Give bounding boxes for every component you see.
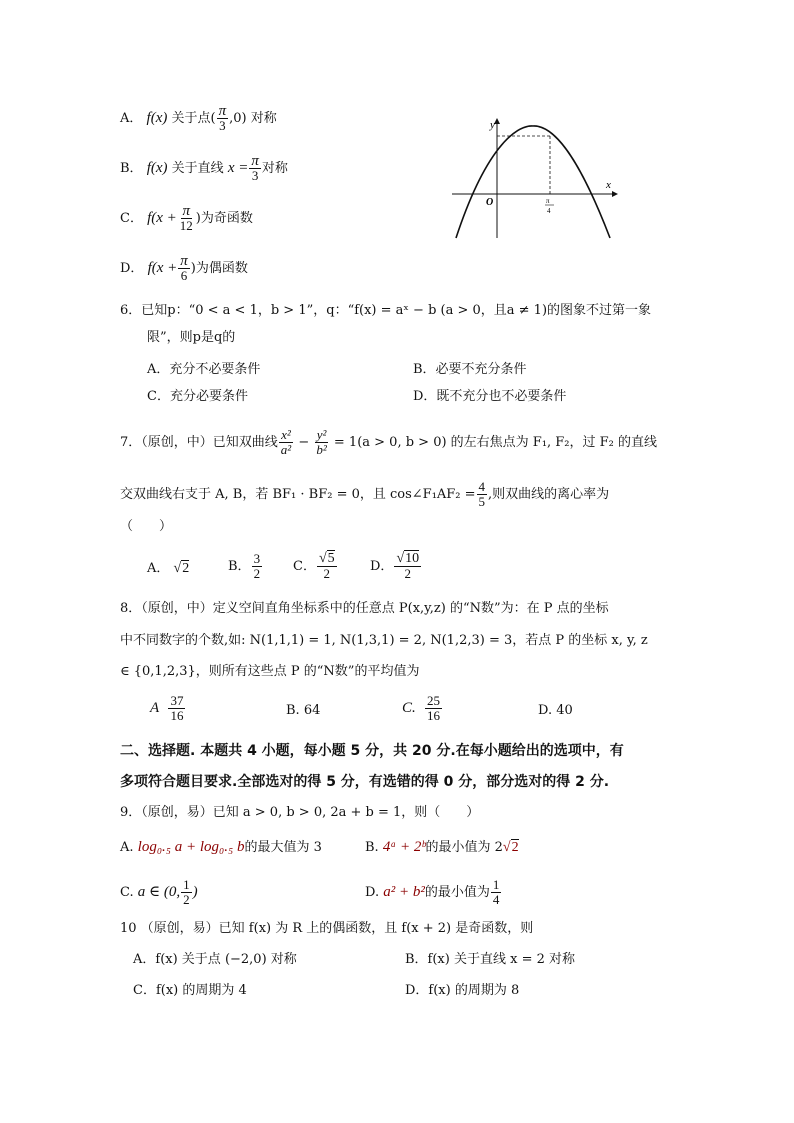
q8-option-c <box>402 694 443 723</box>
q7-option-b <box>228 552 263 581</box>
y-label: y <box>490 119 495 131</box>
q5-d-fraction: $\frac{\pi}{6}$ <box>180 253 188 283</box>
q5-c-text2: )为奇函数 <box>195 211 253 226</box>
q9-a-text: 的最大值为 3 <box>244 840 322 855</box>
q9-option-b <box>365 838 519 857</box>
q6-option-c: C．充分必要条件 <box>147 389 248 404</box>
q7-option-c <box>293 552 338 581</box>
q7-option-a <box>147 560 189 578</box>
q9-c-math: a ∈ (0, <box>137 884 181 900</box>
q5-b-text2: 对称 <box>261 161 288 176</box>
q8-option-a <box>150 694 186 723</box>
q5-a-text2: ,0) 对称 <box>229 111 277 126</box>
q5-d-text2: )为偶函数 <box>190 261 248 276</box>
sine-graph <box>450 110 620 240</box>
q5-d-label: D． <box>120 261 144 276</box>
q5-option-c <box>120 204 253 233</box>
origin-label: O <box>486 197 494 208</box>
q7-a-sqrt: √2 <box>173 561 190 576</box>
q8-c-label: C. <box>402 700 416 716</box>
q5-b-label: B． <box>120 161 143 176</box>
q7-paren: （ ） <box>120 519 173 534</box>
q6-option-d: D．既不充分也不必要条件 <box>413 389 567 404</box>
q9-b-math: 4ᵃ + 2ᵇ <box>382 839 426 855</box>
q8-option-d: D. 40 <box>538 703 573 718</box>
q9-option-c <box>120 878 198 907</box>
q8-c-fraction: $\frac{25}{16}$ <box>427 693 441 723</box>
q5-c-math: f(x + <box>147 210 177 226</box>
q6-option-a: A．充分不必要条件 <box>147 362 261 377</box>
q5-option-d <box>120 254 248 283</box>
q5-option-a <box>120 104 277 133</box>
q7-minus: − <box>294 435 314 450</box>
q7-c-label: C． <box>293 559 316 574</box>
q5-c-fraction: $\frac{\pi}{12}$ <box>179 203 193 233</box>
q9-b-sqrt: √2 <box>502 840 519 855</box>
q9-c-label: C. <box>120 885 134 900</box>
q8-a-fraction: $\frac{37}{16}$ <box>170 693 184 723</box>
q9-stem: 9．（原创，易）已知 a > 0, b > 0, 2a + b = 1，则（ ） <box>120 805 480 820</box>
q9-c-fraction: $\frac{1}{2}$ <box>183 877 190 907</box>
x-label: x <box>606 179 611 191</box>
tick-four: 4 <box>547 207 551 215</box>
q7-stem-rest: = 1(a > 0, b > 0) 的左右焦点为 F₁, F₂，过 F₂ 的直线 <box>329 435 658 450</box>
q9-c-close: ) <box>192 884 198 900</box>
q7-option-d <box>370 552 422 581</box>
q8-a-label: A <box>150 700 160 716</box>
q9-option-d <box>365 878 502 907</box>
q5-a-math: f(x) <box>146 110 168 126</box>
q7-a-label: A． <box>147 561 170 576</box>
q5-d-math: f(x + <box>147 260 178 276</box>
q10-option-b: B．f(x) 关于直线 x = 2 对称 <box>405 952 575 967</box>
y-axis-arrow <box>494 118 500 124</box>
q8-line3: ∈ {0,1,2,3}，则所有这些点 P 的“N数”的平均值为 <box>120 664 420 679</box>
q7-d-fraction: $\frac{√10}{2}$ <box>396 551 420 581</box>
q7-d-label: D． <box>370 559 394 574</box>
q7-b-label: B． <box>228 559 251 574</box>
q7-line2 <box>120 480 609 509</box>
q7-frac-y: $\frac{\text{y²}}{\text{b²}}$ <box>316 427 327 457</box>
q5-c-label: C． <box>120 211 143 226</box>
q6-line2: 限”，则p是q的 <box>147 330 236 345</box>
q8-line2: 中不同数字的个数,如: N(1,1,1) = 1, N(1,3,1) = 2, N(1,2,3) = 3，若点 P 的坐标 x, y, z <box>120 633 648 648</box>
q5-b-math: f(x) <box>146 160 168 176</box>
q9-a-label: A. <box>120 840 134 855</box>
q9-b-text: 的最小值为 2 <box>425 840 503 855</box>
q7-c-fraction: $\frac{√5}{2}$ <box>318 551 335 581</box>
q9-b-label: B. <box>365 840 379 855</box>
q5-b-x: x = <box>227 160 249 176</box>
q9-d-fraction: $\frac{1}{4}$ <box>492 877 500 907</box>
x-axis-arrow <box>612 191 618 197</box>
q7-cos-fraction: $\frac{4}{5}$ <box>478 479 486 509</box>
section2-line1: 二、选择题. 本题共 4 小题，每小题 5 分，共 20 分.在每小题给出的选项中，有 <box>120 743 624 759</box>
q5-b-fraction: $\frac{\pi}{3}$ <box>251 153 259 183</box>
q9-d-text: 的最小值为 <box>424 885 490 900</box>
section2-line2: 多项符合题目要求.全部选对的得 5 分，有选错的得 0 分，部分选对的得 2 分. <box>120 774 610 790</box>
q5-a-fraction: $\frac{\pi}{3}$ <box>218 103 227 133</box>
q10-stem: 10 （原创，易）已知 f(x) 为 R 上的偶函数，且 f(x + 2) 是奇函数，则 <box>120 921 534 936</box>
q5-a-label: A． <box>120 111 143 126</box>
q6-line1: 6．已知p：“0 < a < 1，b > 1”，q：“f(x) = aˣ − b (a > 0，且a ≠ 1)的图象不过第一象 <box>120 303 652 318</box>
q7-ask: ,则双曲线的离心率为 <box>488 487 610 502</box>
tick-pi: π <box>546 197 550 205</box>
q7-condition: 交双曲线右支于 A, B，若 BF₁ · BF₂ = 0，且 cos∠F₁AF₂ = <box>120 487 476 502</box>
q7-frac-x: $\frac{\text{x²}}{\text{a²}}$ <box>280 427 292 457</box>
q10-option-d: D．f(x) 的周期为 8 <box>405 983 520 998</box>
q7-line1 <box>120 428 657 457</box>
q9-option-a <box>120 838 322 857</box>
q9-a-math: log₀.₅ a + log₀.₅ b <box>137 839 245 855</box>
q9-d-math: a² + b² <box>383 884 425 900</box>
q5-b-text1: 关于直线 <box>171 161 224 176</box>
q9-d-label: D. <box>365 885 380 900</box>
q8-option-b: B. 64 <box>286 703 321 718</box>
q7-b-fraction: $\frac{3}{2}$ <box>253 551 261 581</box>
q5-option-b <box>120 154 288 183</box>
q7-stem-start: 7．（原创，中）已知双曲线 <box>120 435 278 450</box>
q6-option-b: B．必要不充分条件 <box>413 362 527 377</box>
q10-option-a: A．f(x) 关于点 (−2,0) 对称 <box>133 952 297 967</box>
q5-a-text1: 关于点( <box>171 111 216 126</box>
sine-curve <box>456 126 610 238</box>
q10-option-c: C．f(x) 的周期为 4 <box>133 983 247 998</box>
q8-line1: 8．（原创，中）定义空间直角坐标系中的任意点 P(x,y,z) 的“N数”为：在 P 点的坐标 <box>120 601 609 616</box>
